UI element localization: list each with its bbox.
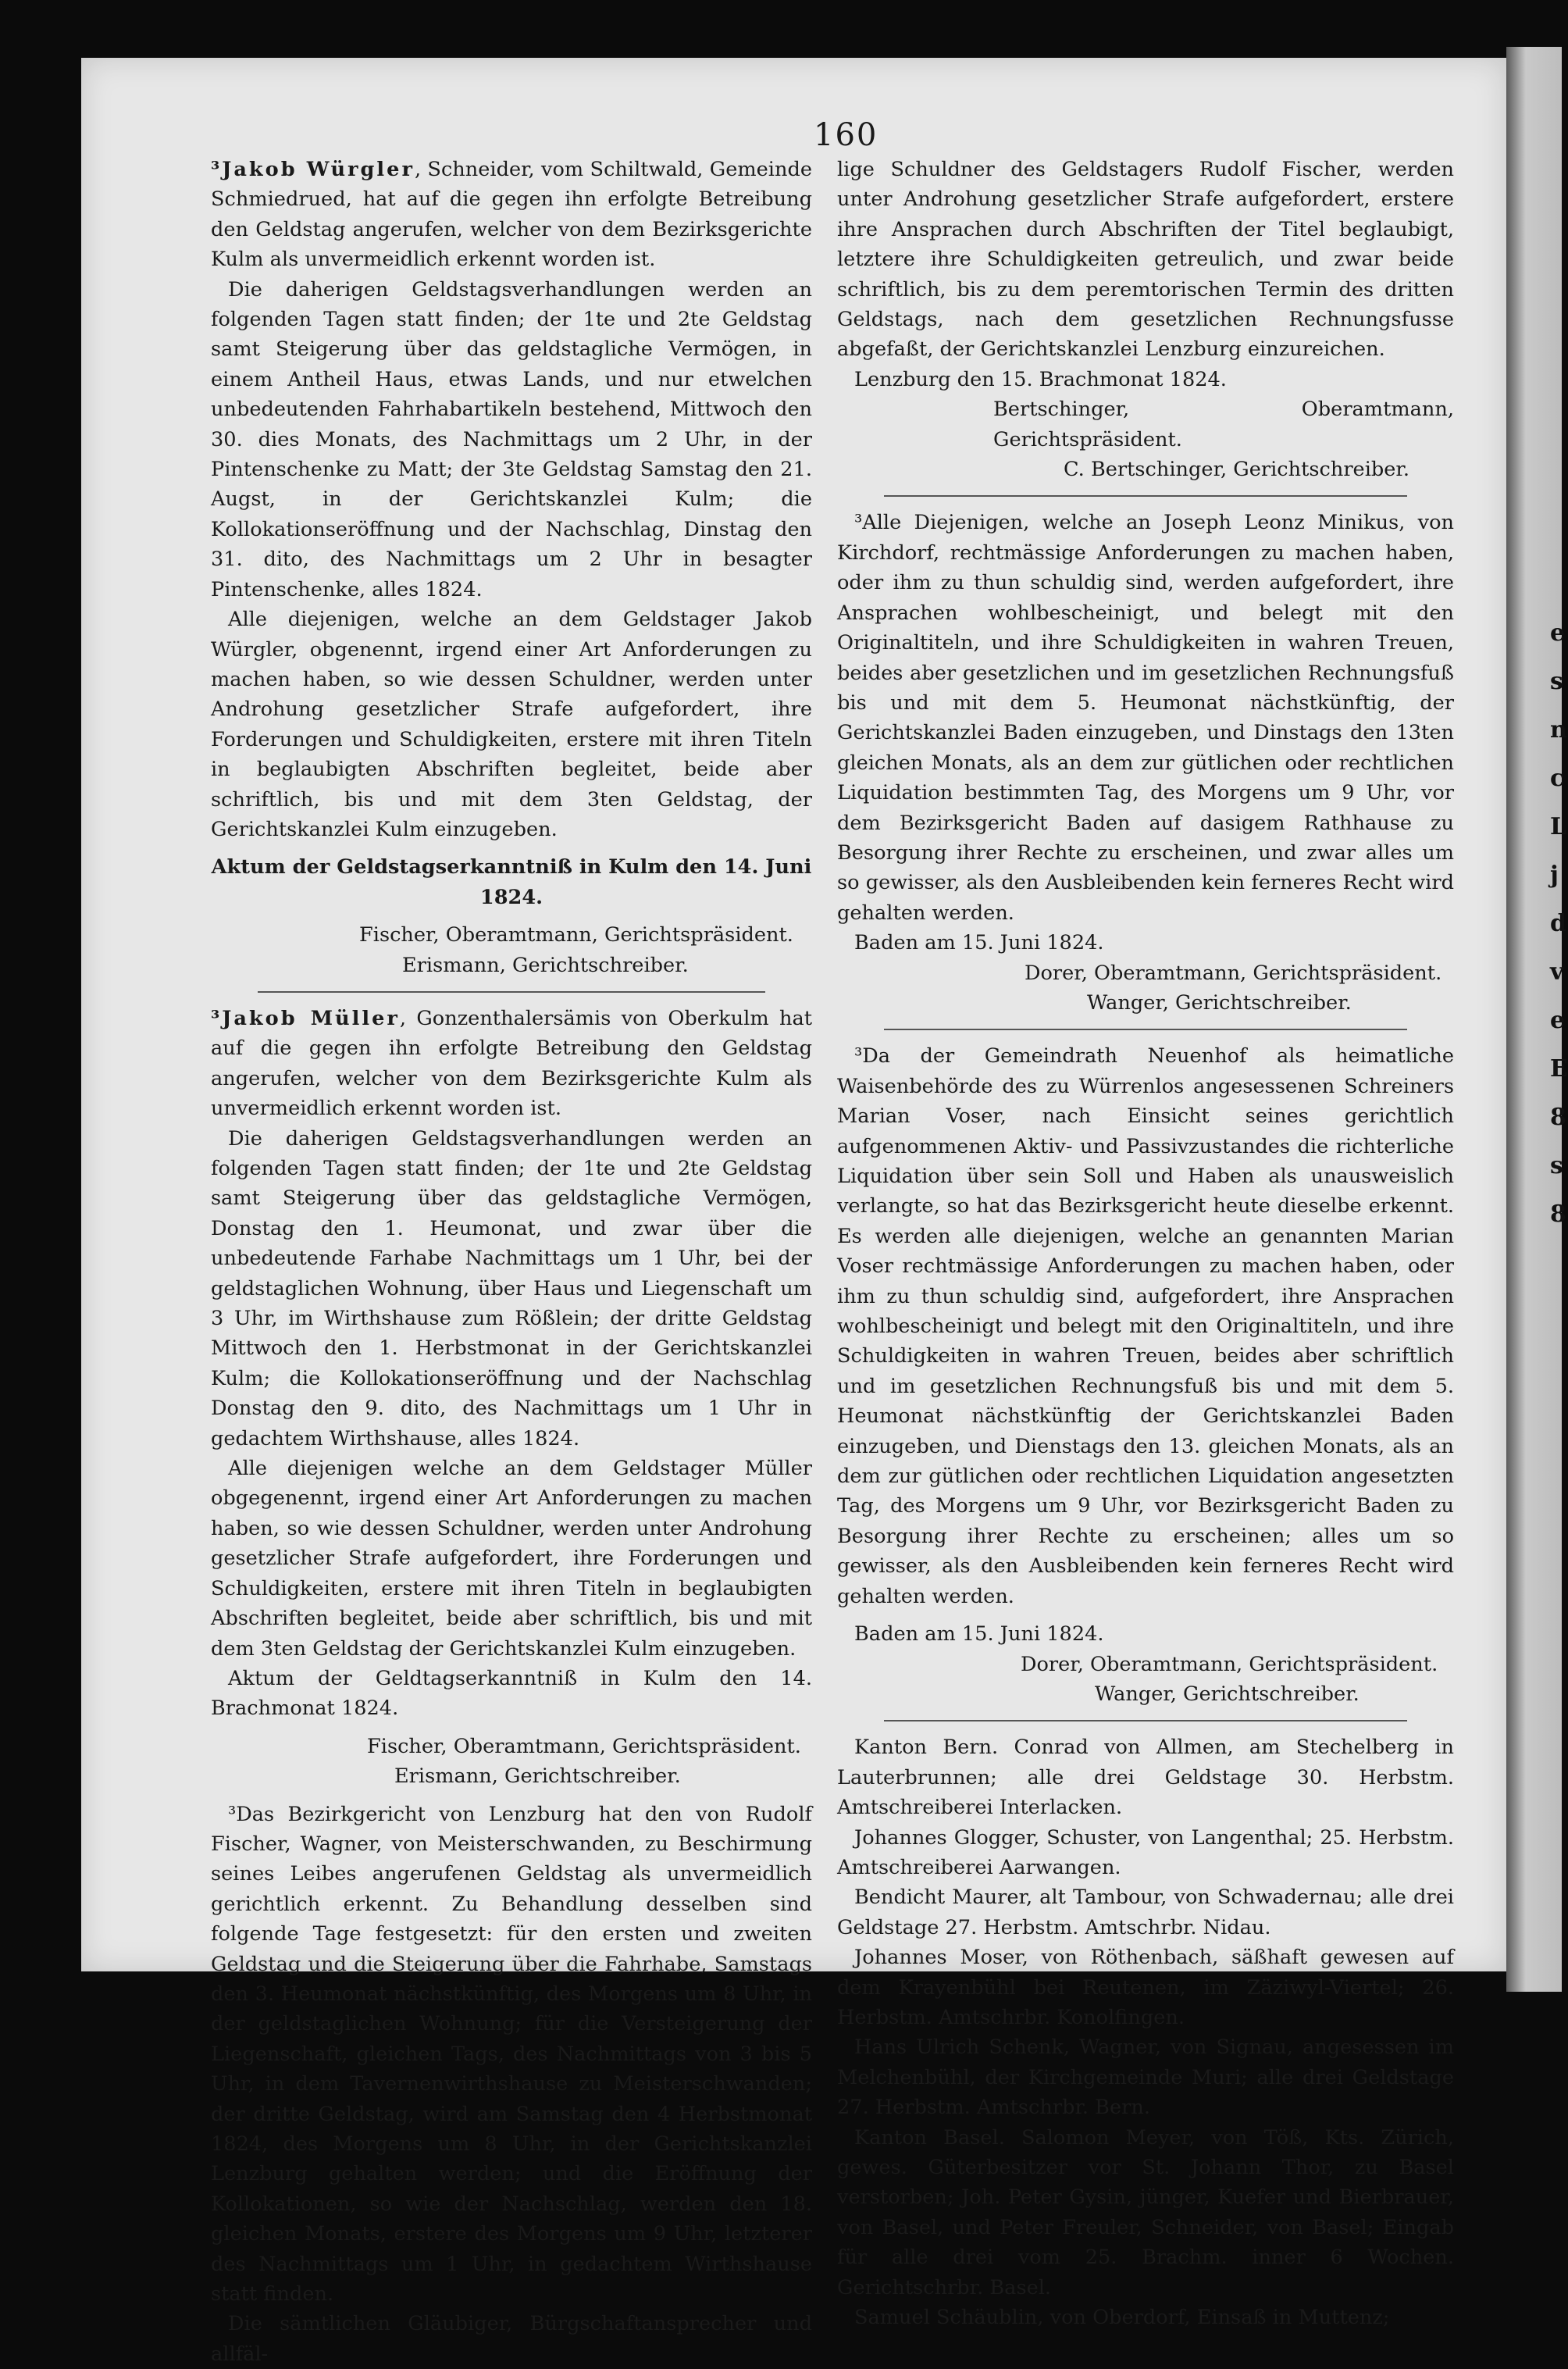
left-column bbox=[211, 155, 812, 2369]
notice-paragraph: ³Alle Diejenigen, welche an Joseph Leonz Minikus, von Kirchdorf, rechtmässige Anforderungen zu machen haben, oder ihm zu thun schuldig sind, werden aufgefordert, ihre Ansprachen wohlbescheinigt, und belegt mit den Originaltiteln, und ihre Schuldigkeiten in wahren Treuen, beides aber gesetzlichen und im gesetzlichen Rechnungsfuß bis und mit dem 5. Heumonat nächstkünftig, der Gerichtskanzlei Baden einzugeben, und Dinstags den 13ten gleichen Monats, als an dem zur gütlichen oder rechtlichen Liquidation bestimmten Tag, des Morgens um 9 Uhr, vor dem Bezirksgericht Baden auf dasigem Rathhause zu Besorgung ihrer Rechte zu erscheinen, und zwar alles um so gewisser, als den Ausbleibenden kein ferneres Recht wird gehalten werden. bbox=[837, 511, 1454, 925]
adjacent-page-fragment: e s n c L j d v e E 8 s 8 bbox=[1550, 619, 1568, 1228]
divider bbox=[884, 1029, 1407, 1030]
list-item: Bendicht Maurer, alt Tambour, von Schwadernau; alle drei Geldstage 27. Herbstm. Amtschrbr. Nidau. bbox=[837, 1886, 1454, 1939]
signature-line: Fischer, Oberamtmann, Gerichtspräsident. bbox=[367, 1734, 801, 1758]
signature-line: Erismann, Gerichtschreiber. bbox=[402, 953, 689, 977]
date-line: Baden am 15. Juni 1824. bbox=[854, 931, 1104, 955]
aktum-line: Aktum der Geldstagserkanntniß in Kulm den 14. Juni 1824. bbox=[211, 855, 812, 909]
notice-paragraph: Die daherigen Geldstagsverhandlungen werden an folgenden Tagen statt finden; der 1te und 2te Geldstag samt Steigerung über das geldstagliche Vermögen, Donstag den 1. Heumonat, und zwar über die unbedeutende Farhabe Nachmittags um 1 Uhr, bei der geldstaglichen Wohnung, über Haus und Liegenschaft um 3 Uhr, im Wirthshause zum Rößlein; der dritte Geldstag Mittwoch den 1. Herbstmonat in der Gerichtskanzlei Kulm; die Kollokationseröffnung und der Nachschlag Donstag den 9. dito, des Nachmittags um 1 Uhr in gedachtem Wirthshause, alles 1824. bbox=[211, 1126, 812, 1450]
list-item: Kanton Basel. Salomon Meyer, von Töß, Kts. Zürich, gewes. Güterbesitzer vor St. Johann Thor, zu Basel verstorben; Joh. Peter Gysin, jünger, Kuefer und Bierbrauer, von Basel, und Peter Freuler, Schneider, von Basel; Eingab für alle drei vom 25. Brachm. inner 6 Wochen. Gerichtschrbr. Basel. bbox=[837, 2125, 1454, 2299]
notice-lead: ³Jakob Würgler bbox=[211, 158, 415, 181]
signature-line: Bertschinger, Oberamtmann, Gerichtspräsident. bbox=[993, 398, 1454, 451]
notice-paragraph: ³Da der Gemeindrath Neuenhof als heimatliche Waisenbehörde des zu Würrenlos angesessenen Schreiners Marian Voser, nach Einsicht seines gerichtlich aufgenommenen Aktiv- und Passivzustandes die richterliche Liquidation über sein Soll und Haben als unausweislich verlangte, so hat das Bezirksgericht heute dieselbe erkennt. Es werden alle diejenigen, welche an genannten Marian Voser rechtmässige Anforderungen zu machen haben, oder ihm zu thun schuldig sind, aufgefordert, ihre Ansprachen wohlbescheinigt und belegt mit den Originaltiteln, und ihre Schuldigkeiten in wahren Treuen, beides aber schriftlich und im gesetzlichen Rechnungsfuß bis und mit dem 5. Heumonat nächstkünftig der Gerichtskanzlei Baden einzugeben, und Dienstags den 13. gleichen Monats, als an dem zur gütlichen oder rechtlichen Liquidation angesetzten Tag, des Morgens um 9 Uhr, vor Bezirksgericht Baden zu Besorgung ihrer Rechte zu erscheinen; alles um so gewisser, als den Ausbleibenden kein ferneres Recht wird gehalten werden. bbox=[837, 1044, 1454, 1608]
list-item: Johannes Moser, von Röthenbach, säßhaft gewesen auf dem Krayenbühl bei Reutenen, im Zäziwyl-Viertel; 26. Herbstm. Amtschrbr. Konolfingen. bbox=[837, 1946, 1454, 2029]
signature-line: Wanger, Gerichtschreiber. bbox=[1095, 1682, 1360, 1706]
notice-paragraph: Alle diejenigen, welche an dem Geldstager Jakob Würgler, obgenennt, irgend einer Art Anforderungen zu machen haben, so wie dessen Schuldner, werden unter Androhung gesetzlicher Strafe aufgefordert, ihre Forderungen und Schuldigkeiten, erstere mit ihren Titeln in beglaubigten Abschriften begleitet, beide aber schriftlich, bis und mit dem 3ten Geldstag, der Gerichtskanzlei Kulm einzugeben. bbox=[211, 608, 812, 841]
divider bbox=[884, 1720, 1407, 1721]
date-line: Lenzburg den 15. Brachmonat 1824. bbox=[854, 367, 1227, 391]
notice-paragraph: Alle diejenigen welche an dem Geldstager Müller obgegenennt, irgend einer Art Anforderungen zu machen haben, so wie dessen Schuldner, werden unter Androhung gesetzlicher Strafe aufgefordert, ihre Forderungen und Schuldigkeiten, erstere mit ihren Titeln in beglaubigten Abschriften begleitet, beide aber schriftlich, bis und mit dem 3ten Geldstag der Gerichtskanzlei Kulm einzugeben. bbox=[211, 1457, 812, 1661]
date-line: Baden am 15. Juni 1824. bbox=[854, 1622, 1104, 1647]
list-item: Hans Ulrich Schenk, Wagner, von Signau, angesessen im Melchenbühl, der Kirchgemeinde Muri; alle drei Geldstage 27. Herbstm. Amtschrbr. Bern. bbox=[837, 2035, 1454, 2120]
page-number: 160 bbox=[814, 117, 878, 153]
right-column bbox=[837, 155, 1454, 2332]
list-item: Samuel Schäublin, von Oberdorf, Einsaß in Muttenz; bbox=[854, 2306, 1390, 2330]
notice-paragraph: Die daherigen Geldstagsverhandlungen werden an folgenden Tagen statt finden; der 1te und 2te Geldstag samt Steigerung über das geldstagliche Vermögen, in einem Antheil Haus, etwas Lands, und nur etwelchen unbedeutenden Fahrhabartikeln bestehend, Mittwoch den 30. dies Monats, des Nachmittags um 2 Uhr, in der Pintenschenke zu Matt; der 3te Geldstag Samstag den 21. Augst, in der Gerichtskanzlei Kulm; die Kollokationseröffnung und der Nachschlag, Dinstag den 31. dito, des Nachmittags um 2 Uhr in besagter Pintenschenke, alles 1824. bbox=[211, 277, 812, 601]
signature-line: Fischer, Oberamtmann, Gerichtspräsident. bbox=[359, 923, 793, 947]
notice-paragraph: ³Jakob Müller, Gonzenthalersämis von Oberkulm hat auf die gegen ihn erfolgte Betreibung den Geldstag angerufen, welcher von dem Bezirksgerichte Kulm als unvermeidlich erkennt worden ist. bbox=[211, 1006, 812, 1121]
notice-paragraph: ³Das Bezirkgericht von Lenzburg hat den von Rudolf Fischer, Wagner, von Meisterschwanden, zu Beschirmung seines Leibes angerufenen Geldstag als unvermeidlich gerichtlich erkennt. Zu Behandlung desselben sind folgende Tage festgesetzt: für den ersten und zweiten Geldstag und die Steigerung über die Fahrhabe, Samstags den 3. Heumonat nächstkünftig, des Morgens um 8 Uhr, in der geldstaglichen Wohnung; für die Versteigerung der Liegenschaft, gleichen Tags, des Nachmittags von 3 bis 5 Uhr, in dem Tavernenwirthshause zu Meisterschwanden; der dritte Geldstag, wird am Samstag den 4 Herbstmonat 1824, des Morgens um 8 Uhr, in der Gerichtskanzlei Lenzburg gehalten werden; und die Eröffnung der Kollokationen, so wie der Nachschlag, werden den 18. gleichen Monats, erstere des Morgens um 9 Uhr, letzterer des Nachmittags um 1 Uhr, in gedachtem Wirthshause statt finden. bbox=[211, 1802, 812, 2307]
notice-paragraph: ³Jakob Würgler, Schneider, vom Schiltwald, Gemeinde Schmiedrued, hat auf die gegen ihn erfolgte Betreibung den Geldstag angerufen, welcher von dem Bezirksgerichte Kulm als unvermeidlich erkennt worden ist. bbox=[211, 158, 813, 272]
notice-paragraph: lige Schuldner des Geldstagers Rudolf Fischer, werden unter Androhung gesetzlicher Strafe aufgefordert, erstere ihre Ansprachen durch Abschriften der Titel beglaubigt, letztere ihre Schuldigkeiten getreulich, und zwar beide schriftlich, bis zu dem peremtorischen Termin des dritten Geldstags, nach dem gesetzlichen Rechnungsfusse abgefaßt, der Gerichtskanzlei Lenzburg einzureichen. bbox=[837, 158, 1454, 362]
signature-line: Wanger, Gerichtschreiber. bbox=[1087, 990, 1352, 1015]
list-item: Johannes Glogger, Schuster, von Langenthal; 25. Herbstm. Amtschreiberei Aarwangen. bbox=[837, 1825, 1454, 1879]
signature-line: Dorer, Oberamtmann, Gerichtspräsident. bbox=[1021, 1652, 1438, 1676]
signature-line: C. Bertschinger, Gerichtschreiber. bbox=[1064, 458, 1409, 482]
notice-paragraph: Die sämtlichen Gläubiger, Bürgschaftansprecher und allfäl- bbox=[211, 2312, 812, 2366]
divider bbox=[258, 991, 765, 993]
notice-lead: ³Jakob Müller bbox=[211, 1006, 400, 1030]
divider bbox=[884, 495, 1407, 497]
aktum-line: Aktum der Geldtagserkanntniß in Kulm den 14. Brachmonat 1824. bbox=[211, 1666, 812, 1721]
signature-line: Dorer, Oberamtmann, Gerichtspräsident. bbox=[1025, 961, 1442, 985]
list-item: Kanton Bern. Conrad von Allmen, am Stechelberg in Lauterbrunnen; alle drei Geldstage 30. Herbstm. Amtschreiberei Interlacken. bbox=[837, 1736, 1454, 1820]
signature-line: Erismann, Gerichtschreiber. bbox=[394, 1764, 681, 1789]
